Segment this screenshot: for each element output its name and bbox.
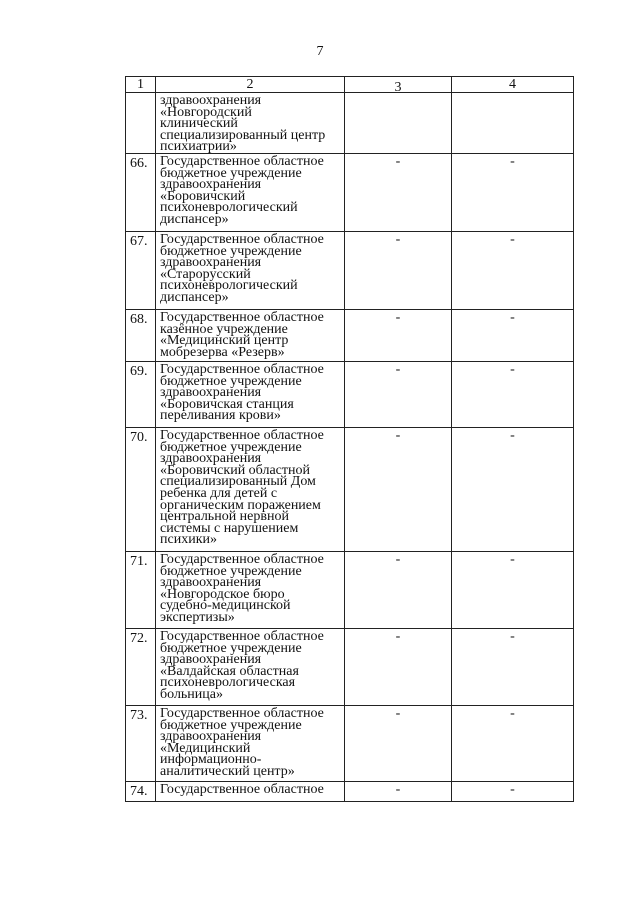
col-3-value: -: [345, 705, 452, 781]
col-4-value: -: [452, 551, 574, 628]
header-col-4: [452, 77, 574, 93]
col-3-value: -: [345, 628, 452, 705]
col-4-value: -: [452, 153, 574, 231]
col-4-value: -: [452, 427, 574, 551]
col-4-value: [452, 93, 574, 154]
institutions-table: [125, 76, 574, 802]
institution-name: здравоохранения «Новгородский клинический специализированный центр психиатрии»: [156, 93, 345, 154]
institution-name: Государственное областное бюджетное учреждение здравоохранения «Старорусский психоневрологический диспансер»: [156, 231, 345, 309]
header-col-2: [156, 77, 345, 93]
header-col-4-label: 4: [509, 77, 516, 92]
header-col-3-label: 3: [394, 80, 402, 95]
institution-name: Государственное областное бюджетное учреждение здравоохранения «Боровичский областной специализированный Дом ребенка для детей с органическим поражением центральной нервной системы с нарушением психики»: [156, 427, 345, 551]
col-4-value: -: [452, 781, 574, 801]
institution-name: Государственное областное бюджетное учреждение здравоохранения «Новгородское бюро судебно-медицинской экспертизы»: [156, 551, 345, 628]
col-4-value: -: [452, 361, 574, 427]
table-row: [126, 781, 574, 801]
table-row: [126, 705, 574, 781]
col-4-value: -: [452, 705, 574, 781]
table-row: [126, 551, 574, 628]
col-3-value: -: [345, 309, 452, 361]
col-3-value: -: [345, 231, 452, 309]
row-number: 74.: [126, 781, 156, 801]
row-number: 73.: [126, 705, 156, 781]
header-col-1-label: 1: [137, 77, 144, 92]
row-number: 69.: [126, 361, 156, 427]
table-row: [126, 427, 574, 551]
header-col-3: [345, 77, 452, 93]
table-row: [126, 309, 574, 361]
institution-name: Государственное областное бюджетное учреждение здравоохранения «Боровичский психоневрологический диспансер»: [156, 153, 345, 231]
institution-name: Государственное областное казённое учреждение «Медицинский центр мобрезерва «Резерв»: [156, 309, 345, 361]
col-3-value: -: [345, 427, 452, 551]
header-col-1: [126, 77, 156, 93]
col-4-value: -: [452, 628, 574, 705]
table-row: [126, 361, 574, 427]
institution-name: Государственное областное бюджетное учреждение здравоохранения «Боровичская станция переливания крови»: [156, 361, 345, 427]
col-3-value: -: [345, 551, 452, 628]
table-row: [126, 231, 574, 309]
table-header-row: [126, 77, 574, 93]
row-number: 72.: [126, 628, 156, 705]
row-number: 67.: [126, 231, 156, 309]
col-3-value: [345, 93, 452, 154]
table-row: [126, 153, 574, 231]
col-3-value: -: [345, 781, 452, 801]
col-3-value: -: [345, 153, 452, 231]
header-col-2-label: 2: [246, 77, 254, 92]
col-4-value: -: [452, 309, 574, 361]
table-row: [126, 93, 574, 154]
row-number: 70.: [126, 427, 156, 551]
institution-name: Государственное областное бюджетное учреждение здравоохранения «Валдайская областная психоневрологическая больница»: [156, 628, 345, 705]
row-number: 66.: [126, 153, 156, 231]
row-number: [126, 93, 156, 154]
institution-name: Государственное областное: [156, 781, 345, 801]
row-number: 71.: [126, 551, 156, 628]
row-number: 68.: [126, 309, 156, 361]
table-row: [126, 628, 574, 705]
page-number: 7: [316, 44, 324, 59]
institution-name: Государственное областное бюджетное учреждение здравоохранения «Медицинский информационно- аналитический центр»: [156, 705, 345, 781]
col-3-value: -: [345, 361, 452, 427]
col-4-value: -: [452, 231, 574, 309]
